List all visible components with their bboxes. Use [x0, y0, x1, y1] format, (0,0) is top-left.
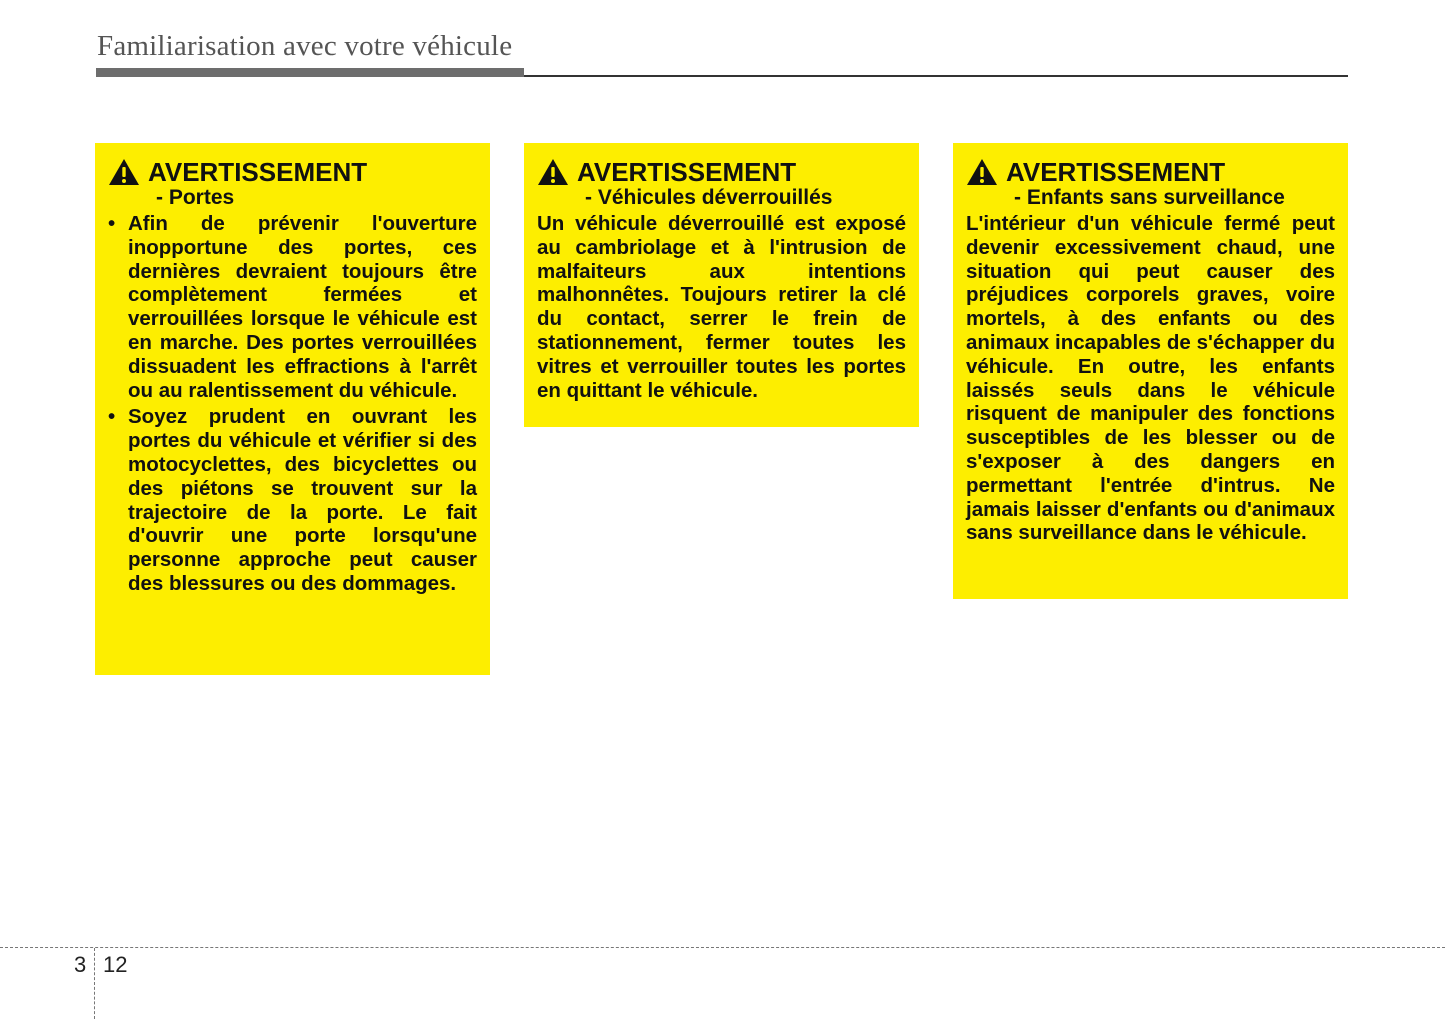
- warning-triangle-icon: [537, 158, 569, 186]
- page-number: 12: [103, 952, 128, 977]
- page-header-title: Familiarisation avec votre véhicule: [97, 30, 513, 62]
- bullet-icon: •: [108, 212, 116, 235]
- warning-bullet-list: [108, 212, 477, 596]
- warning-box-enfants-sans-surveillance: [953, 143, 1348, 599]
- warning-title: AVERTISSEMENT: [577, 157, 797, 187]
- page-chapter-number: 3: [74, 952, 87, 977]
- warning-body-text: L'intérieur d'un véhicule fermé peut devenir excessivement chaud, une situation qui peut causer des préjudices corporels graves, voire mortels, à des enfants ou des animaux incapables de s'échapper du véhicule. En outre, les enfants laissés seuls dans le véhicule risquent de manipuler des fonctions susceptibles de les blesser ou de s'exposer à des dangers en permettant l'entrée d'intrus. Ne jamais laisser d'enfants ou d'animaux sans surveillance dans le véhicule.: [966, 212, 1335, 545]
- warning-title-row: [966, 157, 1335, 187]
- warning-bullet-item: [108, 212, 477, 402]
- warning-title: AVERTISSEMENT: [1006, 157, 1226, 187]
- warning-body-text: Un véhicule déverrouillé est exposé au cambriolage et à l'intrusion de malfaiteurs aux intentions malhonnêtes. Toujours retirer la clé du contact, serrer le frein de stationnement, fermer toutes les vitres et verrouiller toutes les portes en quittant le véhicule.: [537, 212, 906, 402]
- warning-subtitle: - Véhicules déverrouillés: [585, 186, 833, 209]
- warning-triangle-icon: [108, 158, 140, 186]
- warning-box-vehicules-deverrouilles: [524, 143, 919, 427]
- warning-bullet-text: Soyez prudent en ouvrant les portes du véhicule et vérifier si des motocyclettes, des bicyclettes ou des piétons se trouvent sur la trajectoire de la porte. Le fait d'ouvrir une porte lorsqu'une personne approche peut causer des blessures ou des dommages.: [128, 405, 477, 595]
- footer-dashed-divider: [94, 948, 95, 1019]
- warning-subtitle: - Portes: [156, 186, 235, 209]
- bullet-icon: •: [108, 405, 116, 429]
- header-accent-bar: [96, 68, 524, 77]
- warning-title-row: [537, 157, 906, 187]
- warning-bullet-text: Afin de prévenir l'ouverture inopportune des portes, ces dernières devraient toujours être complètement fermées et verrouillées lorsque le véhicule est en marche. Des portes verrouillées dissuadent les effractions à l'arrêt ou au ralentissement du véhicule.: [128, 212, 477, 402]
- warning-box-portes: [95, 143, 490, 675]
- warning-triangle-icon: [966, 158, 998, 186]
- warning-title: AVERTISSEMENT: [148, 157, 368, 187]
- footer-dashed-rule: [0, 947, 1445, 948]
- warning-bullet-item: [108, 405, 477, 595]
- warning-subtitle: - Enfants sans surveillance: [1014, 186, 1285, 209]
- warning-title-row: [108, 157, 477, 187]
